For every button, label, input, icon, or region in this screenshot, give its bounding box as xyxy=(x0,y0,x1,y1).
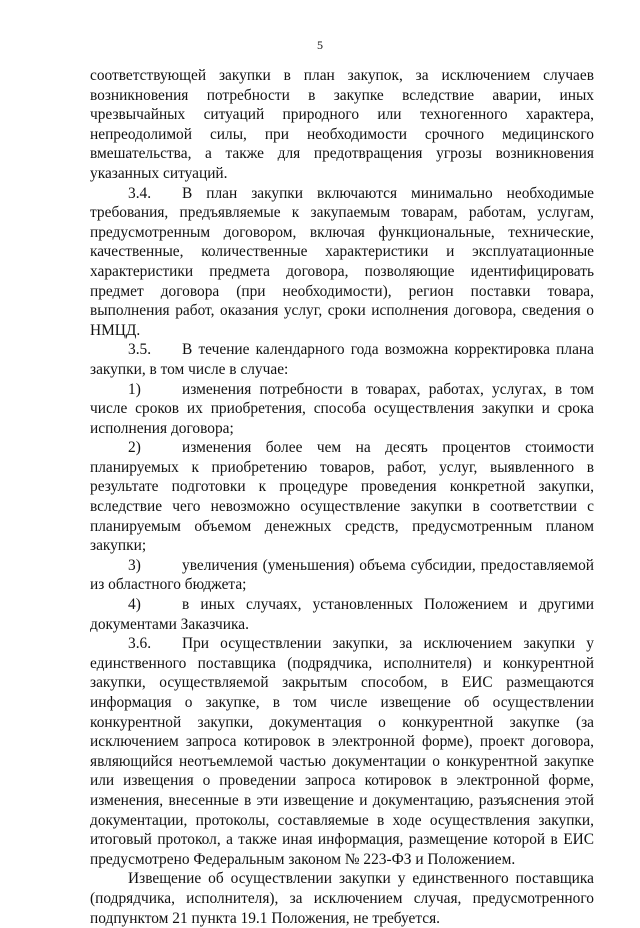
list-item-number: 4) xyxy=(128,596,141,614)
paragraph-3-5 xyxy=(90,340,594,379)
paragraph-text: При осуществлении закупки, за исключением закупки у единственного поставщика (подрядчика, исполнителя) и конкурентной закупки, осуществляемой закрытым способом, в ЕИС размещаются информация о закупке, в том числе извещение об осуществлении конкурентной закупки, документация о конкурентной закупке (за исключением запроса котировок в электронной форме), проект договора, являющийся неотъемлемой частью документации о конкурентной закупке или извещения о проведении запроса котировок в электронной форме, изменения, внесенные в эти извещение и документацию, разъяснения этой документации, протоколы, составляемые в ходе осуществления закупки, итоговый протокол, а также иная информация, размещение которой в ЕИС предусмотрено Федеральным законом № 223-ФЗ и Положением. xyxy=(90,635,594,868)
paragraph-continuation xyxy=(90,66,594,184)
paragraph-notice xyxy=(90,869,594,928)
list-item-text: изменения потребности в товарах, работах, услугах, в том числе сроков их приобретения, способа осуществления закупки и срока исполнения договора; xyxy=(90,380,594,437)
list-item-text: в иных случаях, установленных Положением и другими документами Заказчика. xyxy=(90,596,594,633)
page-number: 5 xyxy=(317,38,323,52)
list-item-number: 2) xyxy=(128,439,141,457)
paragraph-number: 3.5. xyxy=(128,341,152,359)
paragraph-3-4 xyxy=(90,184,594,341)
list-item-4 xyxy=(90,595,594,634)
list-item-1 xyxy=(90,380,594,439)
document-body xyxy=(90,66,594,928)
list-item-2 xyxy=(90,438,594,556)
list-item-number: 3) xyxy=(128,556,141,574)
paragraph-3-6 xyxy=(90,634,594,869)
list-item-3 xyxy=(90,556,594,595)
paragraph-number: 3.4. xyxy=(128,184,152,202)
list-item-number: 1) xyxy=(128,380,141,398)
paragraph-text: соответствующей закупки в план закупок, за исключением случаев возникновения потребности в закупке вследствие аварии, иных чрезвычайных ситуаций природного или техногенного характера, непреодолимой силы, при необходимости срочного медицинского вмешательства, а также для предотвращения угрозы возникновения указанных ситуаций. xyxy=(90,67,594,182)
paragraph-number: 3.6. xyxy=(128,635,152,653)
list-item-text: изменения более чем на десять процентов стоимости планируемых к приобретению товаров, работ, услуг, выявленного в результате подготовки к процедуре проведения конкретной закупки, вследствие чего невозможно осуществление закупки в соответствии с планируемым объемом денежных средств, предусмотренным планом закупки; xyxy=(90,439,594,555)
paragraph-text: В течение календарного года возможна корректировка плана закупки, в том числе в случае: xyxy=(90,341,594,378)
paragraph-text: Извещение об осуществлении закупки у единственного поставщика (подрядчика, исполнителя), за исключением случая, предусмотренного подпунктом 21 пункта 19.1 Положения, не требуется. xyxy=(90,870,594,927)
list-item-text: увеличения (уменьшения) объема субсидии, предоставляемой из областного бюджета; xyxy=(90,556,594,594)
paragraph-text: В план закупки включаются минимально необходимые требования, предъявляемые к закупаемым товарам, работам, услугам, предусмотренным договором, включая функциональные, технические, качественные, количественные характеристики и эксплуатационные характеристики предмета договора, позволяющие идентифицировать предмет договора (при необходимости), регион поставки товара, выполнения работ, оказания услуг, сроки исполнения договора, сведения о НМЦД. xyxy=(90,184,594,339)
